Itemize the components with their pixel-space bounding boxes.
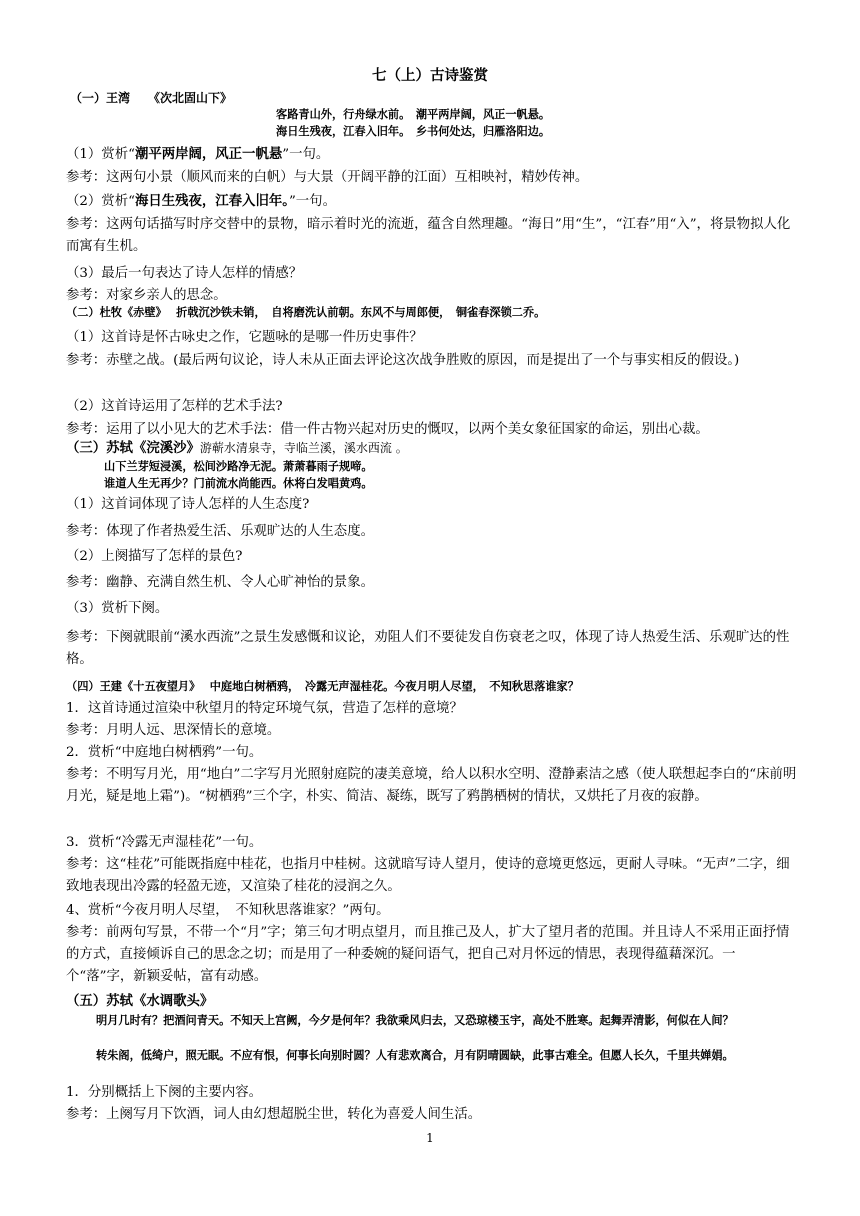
poem-intro: 游蕲水清泉寺，寺临兰溪，溪水西流 。 bbox=[199, 441, 408, 455]
question-4-4: 4、赏析“今夜月明人尽望， 不知秋思落谁家？”两句。 bbox=[66, 903, 390, 918]
answer-3-1: 参考：体现了作者热爱生活、乐观旷达的人生态度。 bbox=[66, 524, 374, 539]
answer-3-2: 参考：幽静、充满自然生机、令人心旷神怡的景象。 bbox=[66, 575, 374, 590]
question-text: （1）赏析“ bbox=[66, 147, 135, 162]
question-1-3: （3）最后一句表达了诗人怎样的情感？ bbox=[66, 266, 303, 281]
answer-4-1: 参考：月明人远、思深情长的意境。 bbox=[66, 723, 281, 738]
question-4-2: 2．赏析“中庭地白树栖鸦”一句。 bbox=[66, 745, 263, 760]
poem-5-part-2: 转朱阁，低绮户，照无眠。不应有恨，何事长向别时圆？人有悲欢离合，月有阴晴圆缺，此事古难全。但愿人长久，千里共婵娟。 bbox=[96, 1049, 734, 1062]
question-text: ”一句。 bbox=[288, 194, 336, 209]
question-4-3: 3．赏析“冷露无声湿桂花”一句。 bbox=[66, 835, 263, 850]
section-5-heading: （五）苏轼《水调歌头》 bbox=[66, 993, 214, 1009]
poem-3-line-2: 谁道人生无再少？门前流水尚能西。休将白发唱黄鸡。 bbox=[104, 477, 373, 490]
question-text: ”一句。 bbox=[282, 147, 330, 162]
section-4-heading: （四）王建《十五夜望月》 中庭地白树栖鸦， 冷露无声湿桂花。今夜月明人尽望， 不知秋思落谁家？ bbox=[66, 680, 579, 693]
page-number: 1 bbox=[426, 1131, 434, 1145]
answer-1-2: 参考：这两句话描写时序交替中的景物，暗示着时光的流逝，蕴含自然理趣。“海日”用“生”，“江春”用“入”，将景物拟人化而寓有生机。 bbox=[66, 217, 791, 254]
section-2-heading: （二）杜牧《赤壁》 折戟沉沙铁未销， 自将磨洗认前朝。东风不与周郎便， 铜雀春深锁二乔。 bbox=[66, 306, 546, 319]
question-2-1: （1）这首诗是怀古咏史之作，它题咏的是哪一件历史事件？ bbox=[66, 330, 423, 345]
question-2-2: （2）这首诗运用了怎样的艺术手法? bbox=[66, 399, 283, 414]
question-3-1: （1）这首词体现了诗人怎样的人生态度? bbox=[66, 497, 310, 512]
answer-4-3: 参考：这“桂花”可能既指庭中桂花，也指月中桂树。这就暗写诗人望月，使诗的意境更悠远，更耐人寻味。“无声”二字，细致地表现出冷露的轻盈无迹，又渲染了桂花的浸润之久。 bbox=[66, 857, 790, 894]
question-1-1 bbox=[66, 143, 798, 166]
answer-2-1: 参考：赤壁之战。(最后两句议论，诗人未从正面去评论这次战争胜败的原因，而是提出了一个与事实相反的假设。) bbox=[66, 353, 740, 368]
poem-3-line-1: 山下兰芽短浸溪，松间沙路净无泥。萧萧暮雨子规啼。 bbox=[104, 460, 373, 473]
poem-5-part-1: 明月几时有？把酒问青天。不知天上宫阙，今夕是何年？我欲乘风归去，又恐琼楼玉宇，高处不胜寒。起舞弄清影，何似在人间？ bbox=[96, 1014, 734, 1027]
section-1-heading: （一）王湾 《次北固山下》 bbox=[70, 91, 233, 105]
quoted-line: 海日生残夜，江春入旧年。 bbox=[134, 193, 289, 209]
answer-5-1: 参考：上阕写月下饮酒，词人由幻想超脱尘世，转化为喜爱人间生活。 bbox=[66, 1107, 482, 1122]
question-3-3: （3）赏析下阕。 bbox=[66, 601, 169, 616]
question-1-2 bbox=[66, 190, 798, 213]
answer-4-4: 参考：前两句写景，不带一个“月”字；第三句才明点望月，而且推己及人，扩大了望月者的范围。并且诗人不采用正面抒情的方式，直接倾诉自己的思念之切；而是用了一种委婉的疑问语气，把自己对月怀远的情思，表现得蕴藉深沉。一个“落”字，新颖妥帖，富有动感。 bbox=[66, 925, 790, 984]
page-title: 七（上）古诗鉴赏 bbox=[372, 67, 488, 84]
poem-1-line-2: 海日生残夜，江春入旧年。 乡书何处达，归雁洛阳边。 bbox=[276, 125, 551, 138]
answer-1-3: 参考：对家乡亲人的思念。 bbox=[66, 288, 227, 303]
answer-2-2: 参考：运用了以小见大的艺术手法：借一件古物兴起对历史的慨叹，以两个美女象征国家的命运，别出心裁。 bbox=[66, 422, 709, 437]
answer-4-2: 参考：不明写月光，用“地白”二字写月光照射庭院的凄美意境，给人以积水空明、澄静素洁之感（使人联想起李白的“床前明月光，疑是地上霜”)。“树栖鸦”三个字，朴实、简洁、凝练，既写了鸦鹊栖树的情状，又烘托了月夜的寂静。 bbox=[66, 767, 797, 804]
question-3-2: （2）上阕描写了怎样的景色? bbox=[66, 549, 243, 564]
question-text: （2）赏析“ bbox=[66, 194, 135, 209]
answer-1-1: 参考：这两句小景（顺风而来的白帆）与大景（开阔平静的江面）互相映衬，精妙传神。 bbox=[66, 170, 589, 185]
answer-3-3: 参考：下阕就眼前“溪水西流”之景生发感慨和议论，劝阻人们不要徒发自伤衰老之叹，体现了诗人热爱生活、乐观旷达的性格。 bbox=[66, 630, 790, 667]
quoted-line: 潮平两岸阔，风正一帆悬 bbox=[134, 146, 283, 162]
question-5-1: 1．分别概括上下阕的主要内容。 bbox=[66, 1085, 262, 1100]
poem-1-line-1: 客路青山外，行舟绿水前。 潮平两岸阔，风正一帆悬。 bbox=[276, 108, 551, 121]
question-4-1: 1．这首诗通过渲染中秋望月的特定环境气氛，营造了怎样的意境？ bbox=[66, 701, 463, 716]
section-title: （三）苏轼《浣溪沙》 bbox=[66, 440, 200, 456]
